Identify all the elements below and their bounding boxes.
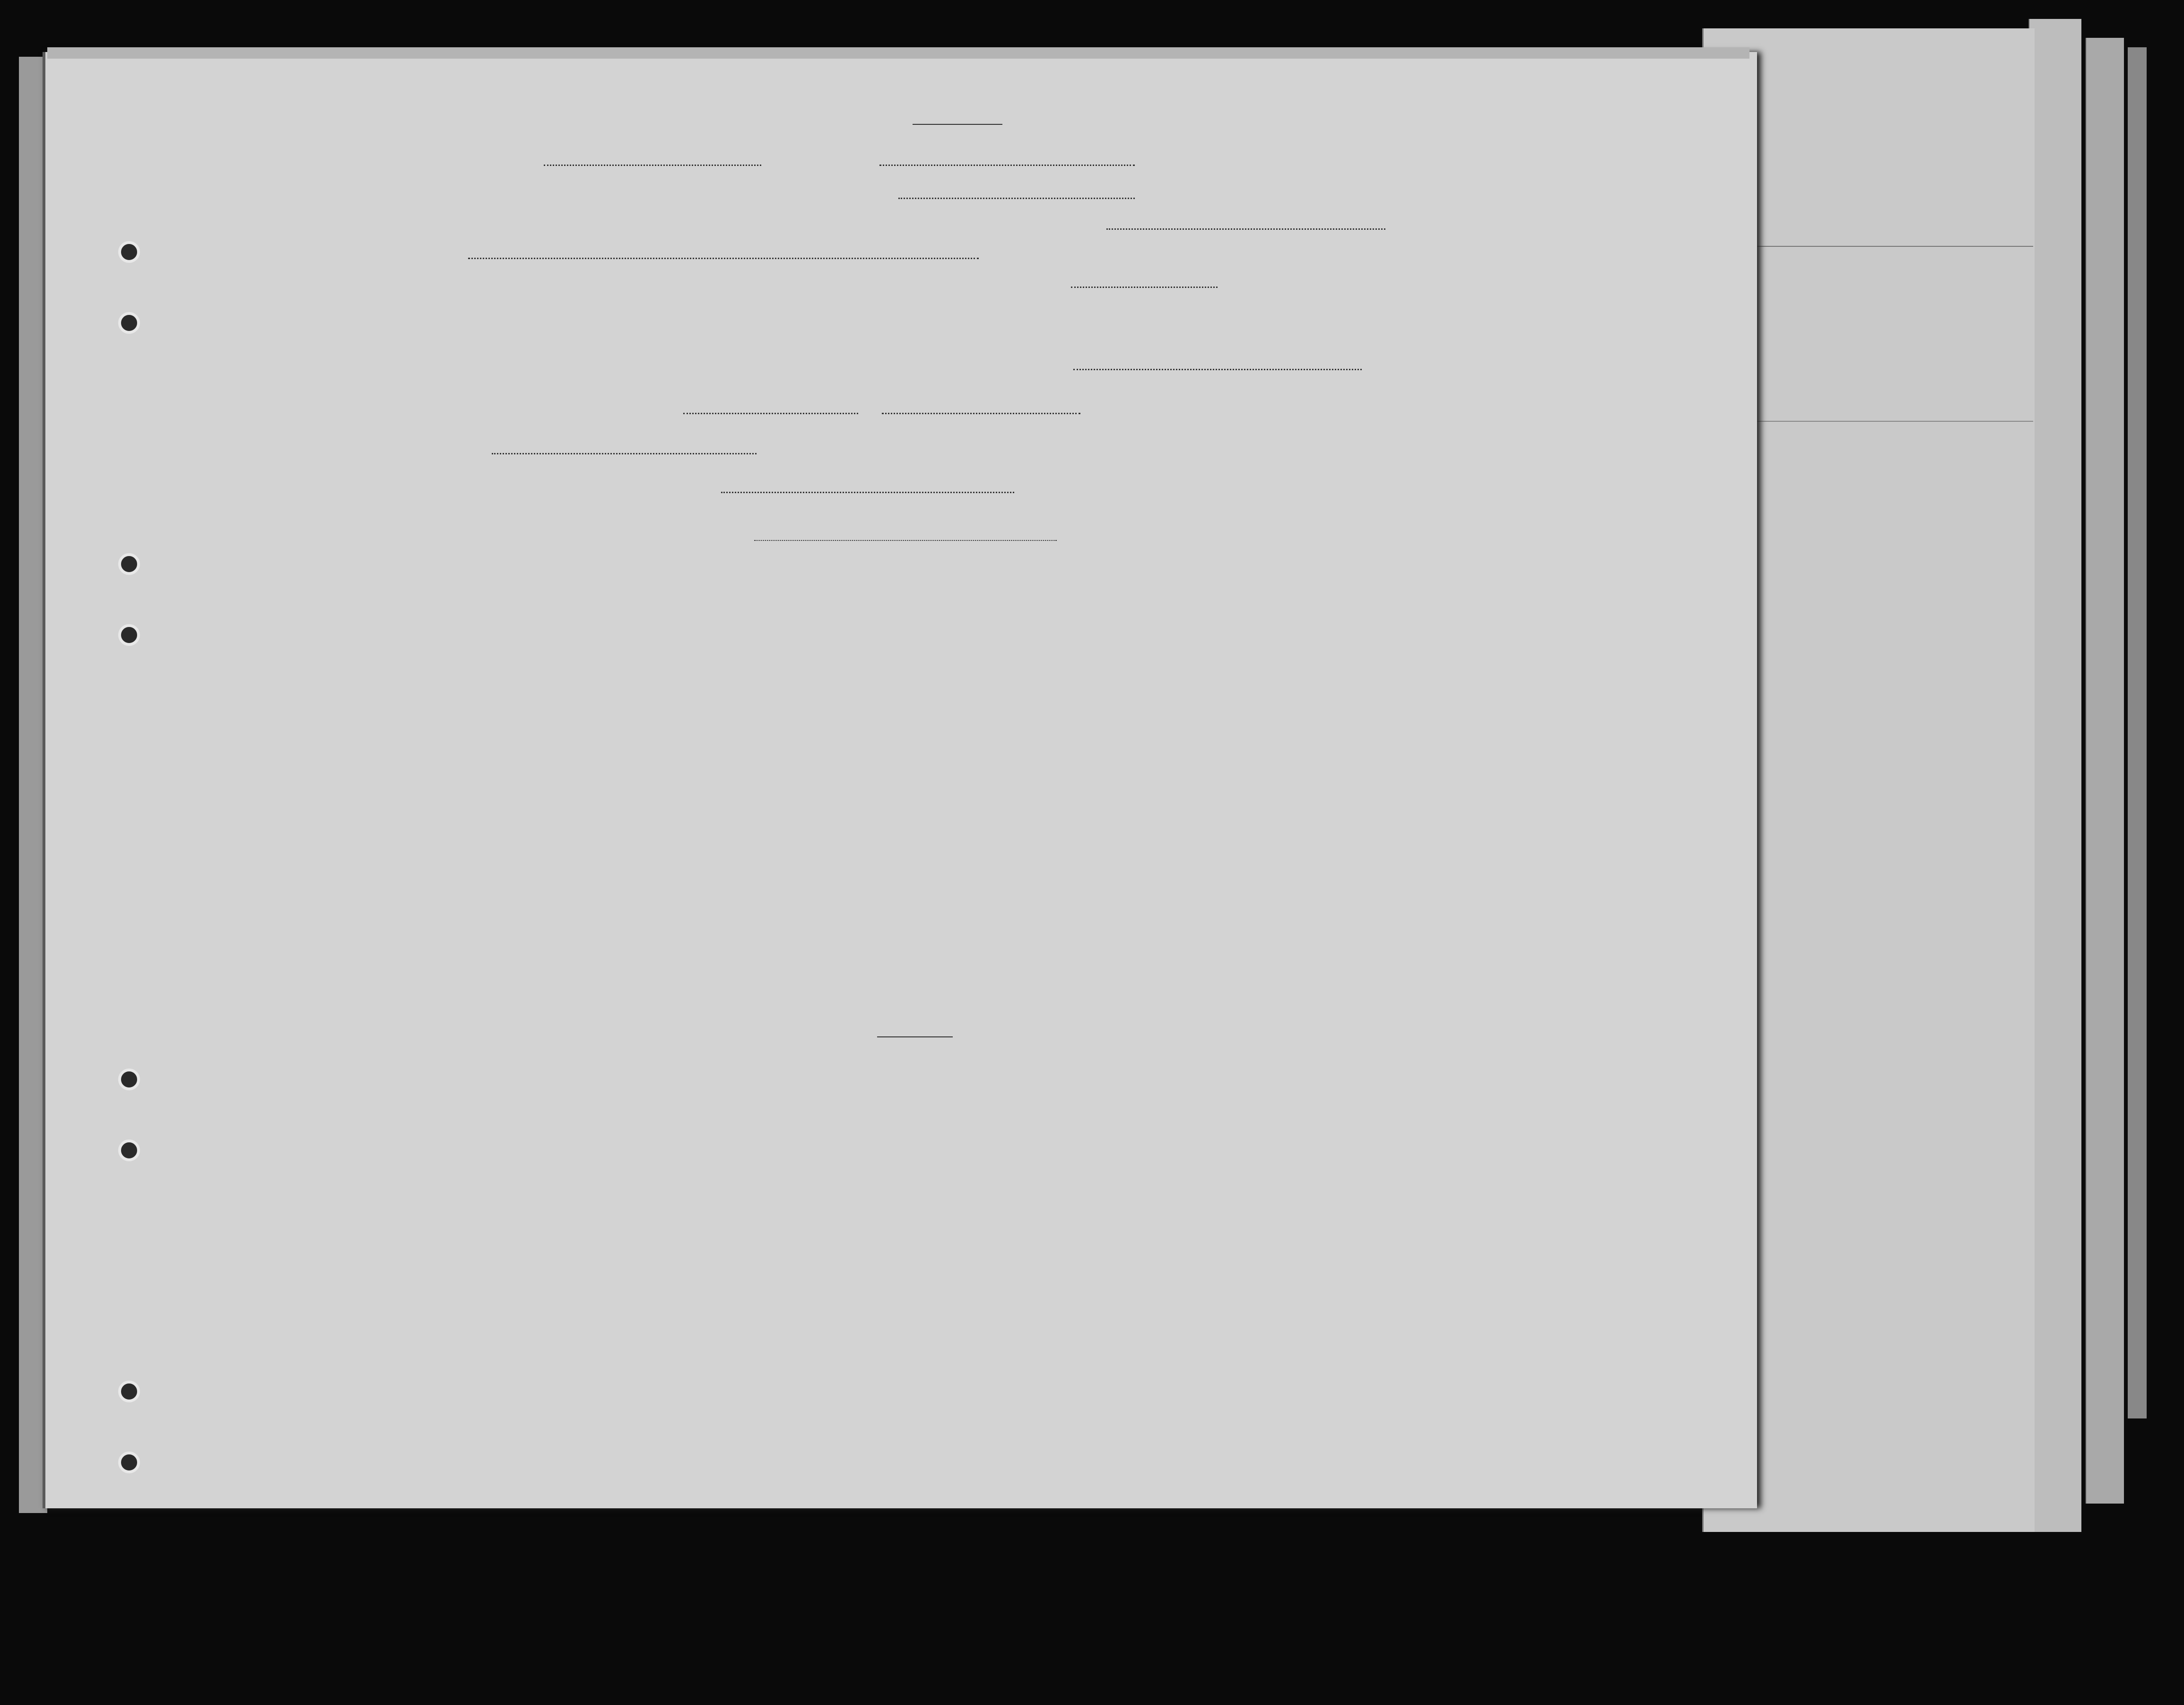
binder-hole (118, 1452, 140, 1473)
location-fill-line (492, 453, 757, 454)
binder-hole (118, 312, 140, 334)
name-fill-line (544, 165, 761, 166)
title-underline (913, 124, 1002, 125)
month-fill-line (882, 413, 1080, 414)
manifest-page (43, 52, 1757, 1508)
page-top-edge (47, 47, 1749, 59)
officer-title-line (754, 540, 1057, 541)
vessel-fill-line (879, 165, 1135, 166)
years-fill-line (898, 198, 1135, 199)
binder-hole (118, 1069, 140, 1090)
date-fill-line (683, 413, 858, 414)
authority-fill-line (1106, 228, 1385, 230)
officer-fill-line (721, 492, 1014, 493)
binder-hole (118, 624, 140, 646)
authority-continue-line (468, 258, 979, 259)
races-title-underline (877, 1036, 953, 1037)
background-page-edge (2085, 38, 2124, 1504)
binder-hole (118, 241, 140, 263)
background-page-edge (2128, 47, 2147, 1418)
binder-hole (118, 1140, 140, 1161)
binder-hole (118, 553, 140, 575)
binder-hole (118, 1381, 140, 1402)
background-page-edge (2028, 19, 2081, 1532)
sheets-fill-line (1071, 287, 1218, 288)
signature-line (1073, 369, 1362, 370)
